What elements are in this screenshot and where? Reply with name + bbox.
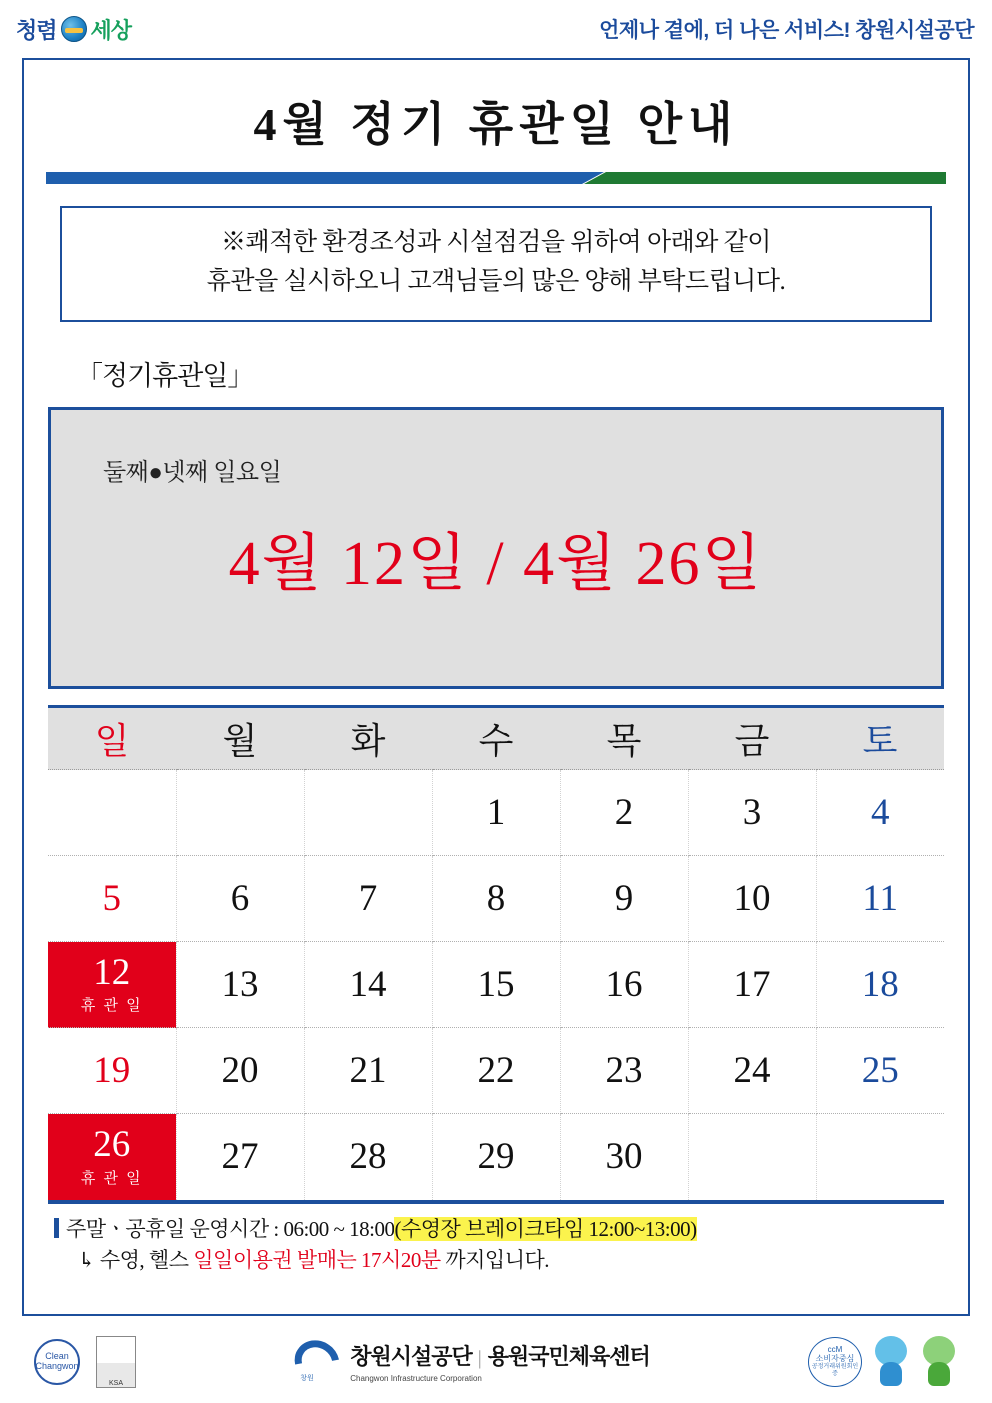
slogan-text: 언제나 곁에, 더 나은 서비스! 창원시설공단 — [599, 19, 974, 42]
page-title: 4월 정기 휴관일 안내 — [253, 99, 739, 150]
calendar-day: 11 — [816, 856, 944, 942]
calendar-day: 30 — [560, 1114, 688, 1200]
calendar-day: 25 — [816, 1028, 944, 1114]
calendar-day: 24 — [688, 1028, 816, 1114]
calendar-day: 22 — [432, 1028, 560, 1114]
footer-right-badges — [808, 1336, 958, 1388]
calendar-week-row — [48, 856, 944, 942]
weekday-header-fri: 금 — [688, 708, 816, 770]
weekday-header-tue: 화 — [304, 708, 432, 770]
footnotes — [54, 1214, 938, 1277]
corp-divider: | — [477, 1347, 482, 1369]
footnote-ticket-suffix: 까지입니다. — [440, 1248, 550, 1272]
calendar-day: 20 — [176, 1028, 304, 1114]
calendar-table — [48, 708, 944, 1200]
calendar-day: 5 — [48, 856, 176, 942]
calendar-day-empty — [176, 770, 304, 856]
footer-corporate-logo — [136, 1340, 808, 1383]
calendar-day-number: 12 — [93, 951, 131, 993]
footnote-ticket-red: 일일이용권 발매는 17시20분 — [193, 1248, 441, 1272]
closed-rule-text: 둘째●넷째 일요일 — [103, 459, 282, 486]
cc-badge-line-2: 소비자중심 — [815, 1354, 855, 1364]
footnote-line-1 — [54, 1214, 938, 1246]
weekday-header-sat: 토 — [816, 708, 944, 770]
calendar-day: 10 — [688, 856, 816, 942]
logo-text-cheongryeom: 청렴 — [16, 17, 57, 43]
calendar-day: 14 — [304, 942, 432, 1028]
calendar-day-empty — [48, 770, 176, 856]
logo-text-sesang: 세상 — [90, 17, 132, 43]
calendar-day: 1 — [432, 770, 560, 856]
consumer-centered-badge-icon — [808, 1337, 862, 1387]
calendar-day-empty — [816, 1114, 944, 1200]
top-bar — [0, 0, 992, 58]
calendar-day: 19 — [48, 1028, 176, 1114]
calendar-day: 4 — [816, 770, 944, 856]
clean-changwon-logo — [16, 14, 131, 45]
closed-dates-text: 4월 12일 / 4월 26일 — [228, 529, 764, 598]
calendar-day: 6 — [176, 856, 304, 942]
corp-sub-text: Changwon Infrastructure Corporation — [350, 1374, 482, 1383]
notice-line-2: 휴관을 실시하오니 고객님들의 많은 양해 부탁드립니다. — [206, 267, 786, 295]
section-label: 「정기휴관일」 — [76, 360, 254, 391]
calendar-day-number: 26 — [93, 1123, 131, 1165]
bullet-bar-icon — [54, 1218, 59, 1238]
calendar-day: 18 — [816, 942, 944, 1028]
calendar-body — [48, 770, 944, 1200]
closed-day-tag: 휴 관 일 — [80, 1169, 143, 1187]
notice-box — [60, 206, 932, 322]
calendar — [48, 705, 944, 1200]
calendar-day: 17 — [688, 942, 816, 1028]
weekday-header-wed: 수 — [432, 708, 560, 770]
poster-frame — [22, 58, 970, 1316]
calendar-week-row — [48, 770, 944, 856]
divider-blue-segment — [46, 172, 604, 184]
calendar-day: 3 — [688, 770, 816, 856]
calendar-day: 13 — [176, 942, 304, 1028]
calendar-header-row — [48, 708, 944, 770]
calendar-week-row — [48, 1114, 944, 1200]
weekday-header-mon: 월 — [176, 708, 304, 770]
calendar-day-empty — [304, 770, 432, 856]
ksa-certification-badge-icon: KSA — [96, 1336, 136, 1388]
calendar-day-empty — [688, 1114, 816, 1200]
divider-green-segment — [584, 172, 946, 184]
calendar-day: 15 — [432, 942, 560, 1028]
calendar-day: 9 — [560, 856, 688, 942]
cc-badge-line-3: 공정거래위원회인증 — [811, 1363, 859, 1378]
footer-left-badges — [34, 1336, 136, 1388]
cc-badge-line-1: ccM — [827, 1344, 843, 1354]
calendar-day: 16 — [560, 942, 688, 1028]
calendar-day: 7 — [304, 856, 432, 942]
changwon-swoosh-icon: 창원 — [294, 1341, 340, 1383]
calendar-day: 28 — [304, 1114, 432, 1200]
clean-changwon-badge-icon: Clean Changwon — [34, 1339, 80, 1385]
mascot-green-icon — [920, 1336, 958, 1388]
calendar-day: 27 — [176, 1114, 304, 1200]
calendar-day-closed — [48, 942, 176, 1028]
calendar-day: 23 — [560, 1028, 688, 1114]
calendar-day-closed — [48, 1114, 176, 1200]
calendar-day: 29 — [432, 1114, 560, 1200]
closed-days-box — [48, 407, 944, 689]
corp-branch-text: 용원국민체육센터 — [487, 1344, 650, 1369]
calendar-week-row — [48, 1028, 944, 1114]
closed-day-tag: 휴 관 일 — [80, 997, 143, 1015]
footnote-breaktime-text: (수영장 브레이크타임 12:00~13:00) — [394, 1216, 697, 1241]
footnote-hours-text: 주말ㆍ공휴일 운영시간 : 06:00 ~ 18:00 — [66, 1216, 395, 1241]
footer-logos — [0, 1320, 992, 1403]
footnote-line-2 — [78, 1245, 938, 1277]
calendar-day: 8 — [432, 856, 560, 942]
calendar-week-row — [48, 942, 944, 1028]
calendar-day: 21 — [304, 1028, 432, 1114]
weekday-header-sun: 일 — [48, 708, 176, 770]
corp-name-text: 창원시설공단 — [350, 1344, 472, 1369]
globe-icon — [61, 16, 87, 42]
title-divider — [46, 172, 946, 184]
calendar-day: 2 — [560, 770, 688, 856]
footnote-ticket-prefix: ↳ 수영, 헬스 — [78, 1248, 194, 1272]
mascot-blue-icon — [872, 1336, 910, 1388]
calendar-bottom-rule — [48, 1200, 944, 1204]
notice-line-1: ※쾌적한 환경조성과 시설점검을 위하여 아래와 같이 — [221, 229, 771, 256]
weekday-header-thu: 목 — [560, 708, 688, 770]
